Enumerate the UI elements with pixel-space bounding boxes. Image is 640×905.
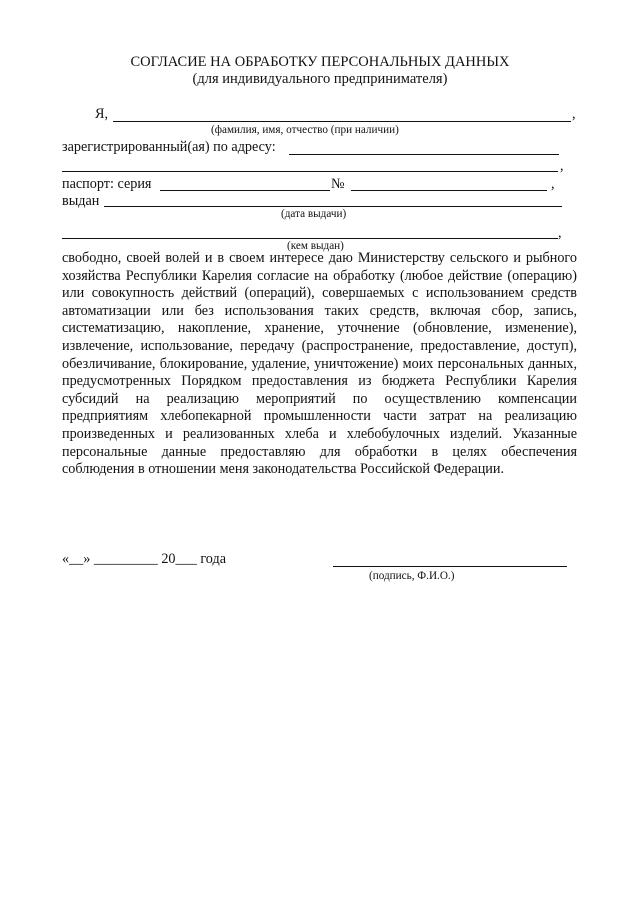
issued-label: выдан: [62, 193, 100, 209]
issue-date-hint: (дата выдачи): [281, 208, 347, 220]
fio-hint: (фамилия, имя, отчество (при наличии): [211, 124, 399, 136]
issuer-hint: (кем выдан): [287, 240, 344, 252]
passport-end-comma: ,: [551, 176, 555, 192]
address-input-line-2[interactable]: [62, 171, 558, 172]
address-input-line-1[interactable]: [289, 154, 559, 155]
address-label: зарегистрированный(ая) по адресу:: [62, 139, 276, 155]
document-title: СОГЛАСИЕ НА ОБРАБОТКУ ПЕРСОНАЛЬНЫХ ДАННЫХ: [130, 54, 510, 70]
issuer-end-comma: ,: [558, 225, 562, 241]
issuer-input-line[interactable]: [62, 238, 558, 239]
passport-number-label: №: [331, 176, 345, 192]
address-end-comma: ,: [560, 158, 564, 174]
fio-input-line[interactable]: [113, 121, 571, 122]
consent-body-text: свободно, своей волей и в своем интересе даю Министерству сельского и рыбного хозяйства Республики Карелия согласие на обработку (любое действие (операцию) или совокупность действий (операций), совершаемых с использованием средств автоматизации или без использования таких средств, включая сбор, запись, систематизацию, накопление, хранение, уточнение (обновление, изменение), извлечение, использование, передачу (распространение, предоставление, доступ), обезличивание, блокирование, удаление, уничтожение) моих персональных данных, предусмотренных Порядком предоставления из бюджета Республики Карелия субсидий на реализацию мероприятий по осуществлению компенсации предприятиям хлебопекарной промышленности части затрат на реализацию произведенных и реализованных хлеба и хлебобулочных изделий. Указанные персональные данные предоставляю для обработки в целях обеспечения соблюдения в отношении меня законодательства Российской Федерации.: [62, 250, 577, 478]
signature-hint: (подпись, Ф.И.О.): [369, 570, 455, 582]
passport-series-input-line[interactable]: [160, 190, 330, 191]
passport-number-input-line[interactable]: [351, 190, 547, 191]
passport-series-label: паспорт: серия: [62, 176, 152, 192]
document-subtitle: (для индивидуального предпринимателя): [192, 71, 448, 87]
signature-input-line[interactable]: [333, 566, 567, 567]
fio-end-comma: ,: [572, 106, 576, 122]
issue-date-input-line[interactable]: [104, 206, 562, 207]
date-line[interactable]: «__» _________ 20___ года: [62, 551, 226, 567]
i-label: Я,: [95, 106, 109, 122]
